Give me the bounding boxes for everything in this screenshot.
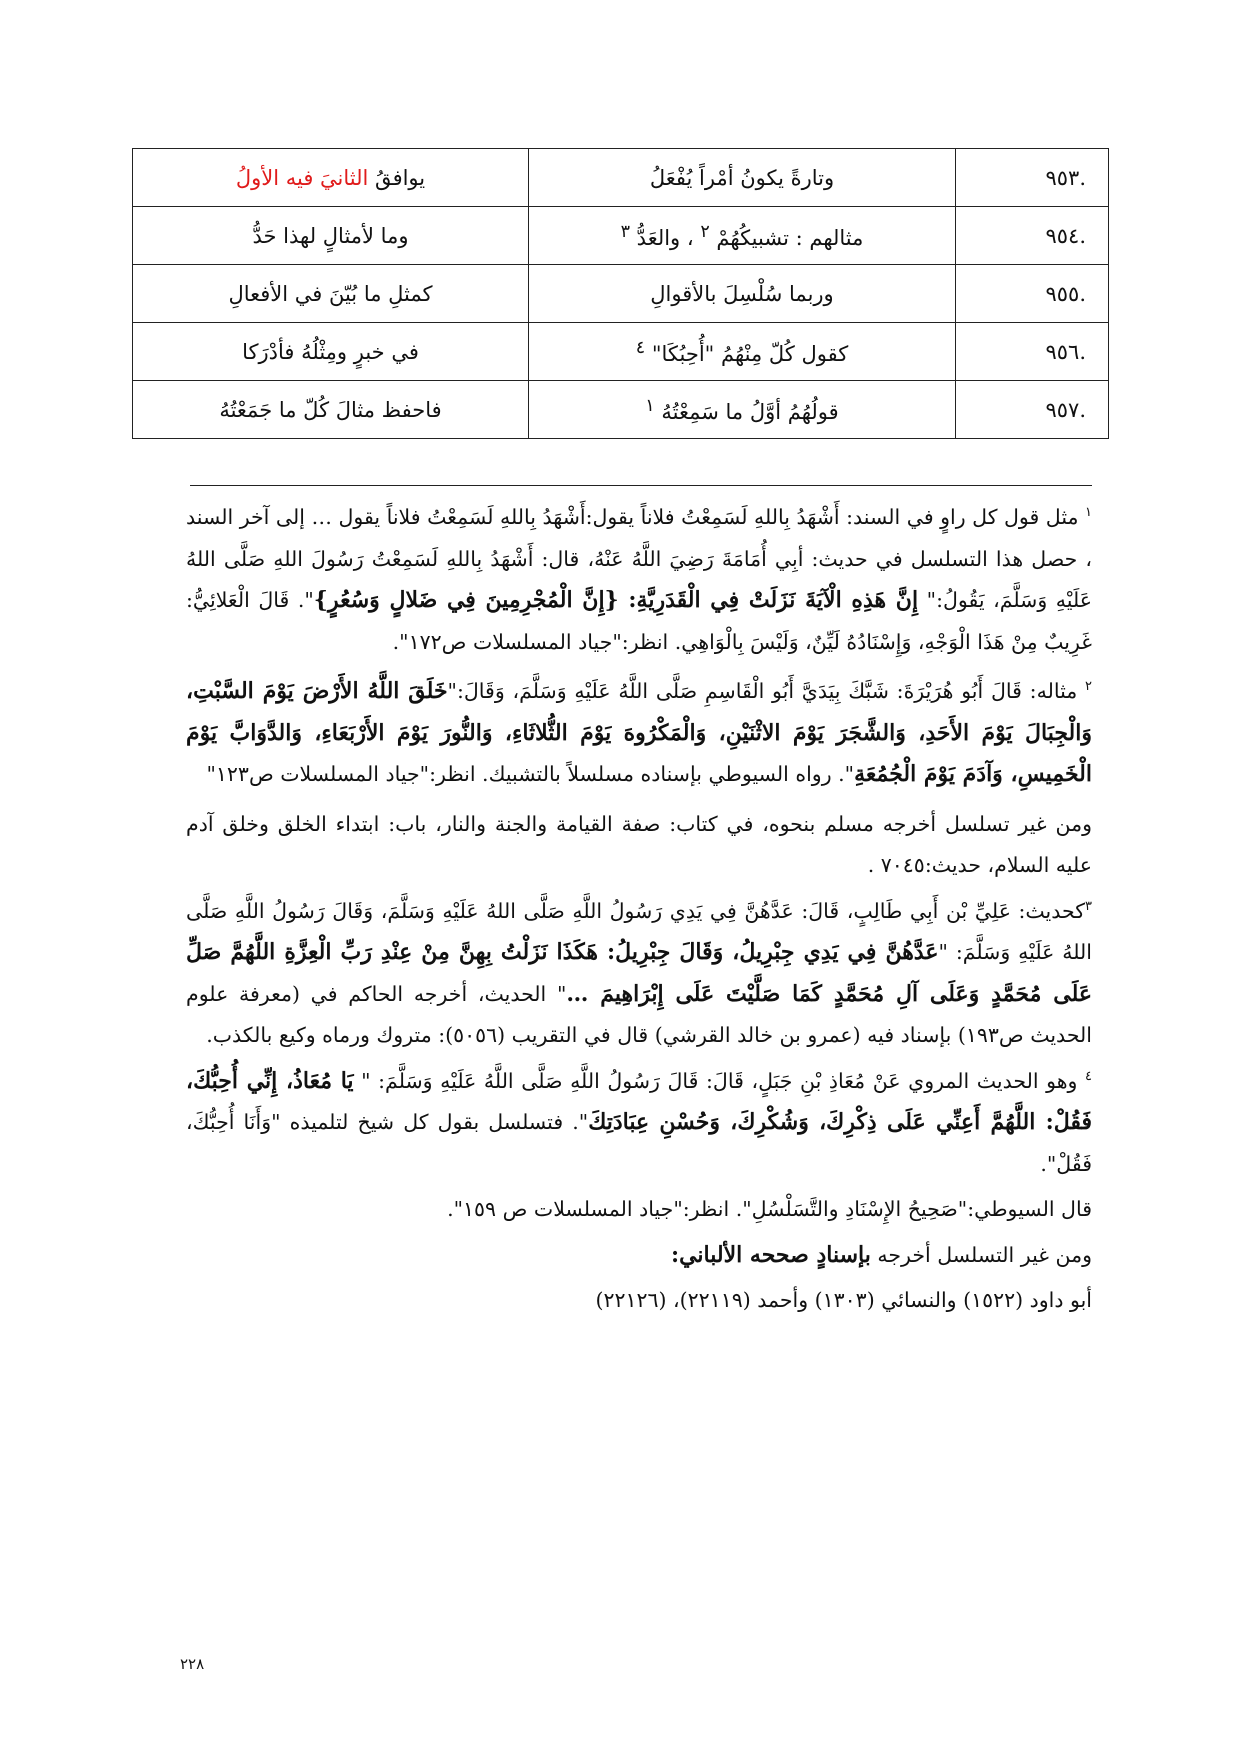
footnote-divider [190,485,1092,486]
footnote-ref[interactable]: ٣ [620,221,630,242]
footnote-text: ". فتسلسل بقول كل شيخ لتلميذه "وَأَنَا أُحِبُّكَ، فَقُلْ". [186,1110,1092,1176]
footnote-text: مثل قول كل راوٍ في السند: أَشْهَدُ بِاللهِ لَسَمِعْتُ فلاناً يقول:أَشْهَدُ بِاللهِ لَسَمِعْتُ فلاناً يقول … إلى آخر السند ، حصل هذا التسلسل في حديث: أبِي أُمَامَةَ رَضِيَ اللَّهُ عَنْهُ، قال: أَشْهَدُ بِاللهِ لَسَمِعْتُ رَسُولَ اللهِ صَلَّى اللهُ عَلَيْهِ وَسَلَّمَ، يَقُولُ:" [186,505,1092,612]
footnote-2-extra: ومن غير تسلسل أخرجه مسلم بنحوه، في كتاب: صفة القيامة والجنة والنار، باب: ابتداء الخلق وخلق آدم عليه السلام، حديث:٧٠٤٥ . [186,811,1092,877]
page-number: ٢٢٨ [180,1655,205,1673]
verse-text: ، والعَدُّ [630,225,701,250]
verse-text: كقول كُلّ مِنْهُمُ "أُحِبُكَا" [645,341,849,366]
verse-row [133,323,1109,381]
footnote-ref[interactable]: ١ [645,395,655,416]
verse-number: .٩٥٥ [956,265,1109,323]
verse-row [133,265,1109,323]
verse-second-hemistich: في خبرٍ ومِثْلُهُ فأدْرَكا [133,323,529,381]
verse-text: مثالهم : تشبيكُهُمْ [709,225,864,250]
verse-highlight: الثانيَ فيه الأولُ [235,165,369,190]
verse-text: قولُهُمُ أوَّلُ ما سَمِعْتُهُ [654,399,839,424]
verse-text: وتارةً يكونُ أمْراً يُفْعَلُ [649,165,835,190]
verse-row [133,207,1109,265]
verse-number: .٩٥٧ [956,381,1109,439]
footnote-3 [186,891,1092,1057]
footnote-text: ومن غير التسلسل أخرجه [870,1242,1092,1267]
hadith-text: يَا مُعَاذُ، إِنِّي أُحِبُّكَ، فَقُلْ: اللَّهُمَّ أَعِنِّي عَلَى ذِكْرِكَ، وَشُكْرِكَ، وَحُسْنِ عِبَادَتِكَ [186,1067,1092,1135]
footnote-ref[interactable]: ٢ [700,221,710,242]
verse-second-hemistich [133,149,529,207]
verse-row [133,381,1109,439]
verse-first-hemistich [529,207,956,265]
footnote-ref[interactable]: ٤ [635,337,646,358]
footnote-mark: ٢ [1085,679,1092,695]
footnote-mark: ١ [1085,505,1092,521]
footnote-text: ". قَالَ الْعَلائِيُّ: غَرِيبٌ مِنْ هَذَا الْوَجْهِ، وَإِسْنَادُهُ لَيِّنٌ، وَلَيْسَ بِالْوَاهِي. انظر:"جياد المسلسلات ص١٧٢". [186,588,1092,654]
footnote-text: كحديث: عَلِيِّ بْن أَبِي طَالِبٍ، قَالَ: عَدَّهُنَّ فِي يَدِي رَسُولُ اللَّهِ صَلَّى اللهُ عَلَيْهِ وَسَلَّمَ، وَقَالَ رَسُولُ اللَّهِ صَلَّى اللهُ عَلَيْهِ وَسَلَّمَ: " [186,898,1092,964]
footnote-mark: ٣ [1085,898,1092,914]
verse-first-hemistich [529,381,956,439]
verse-number: .٩٥٣ [956,149,1109,207]
footnote-text: " الحديث، أخرجه الحاكم في (معرفة علوم الحديث ص١٩٣) بإسناد فيه (عمرو بن خالد القرشي) قال في التقريب (٥٠٥٦): متروك ورماه وكيع بالكذب. [186,981,1092,1047]
verse-first-hemistich [529,323,956,381]
verse-first-hemistich [529,149,956,207]
verse-number: .٩٥٦ [956,323,1109,381]
footnotes [186,497,1092,1326]
footnote-mark: ٤ [1085,1068,1092,1084]
footnote-1 [186,497,1092,663]
verse-table [132,148,1109,439]
verse-second-hemistich: كمثلِ ما بُيّنَ في الأفعالِ [133,265,529,323]
footnote-text: مثاله: قَالَ أَبُو هُرَيْرَةَ: شَبَّكَ بِيَدَيَّ أَبُو الْقَاسِمِ صَلَّى اللَّهُ عَلَيْهِ وَسَلَّمَ، وَقَالَ:" [447,679,1086,703]
verse-second-hemistich: فاحفظ مثالَ كُلّ ما جَمَعْتُهُ [133,381,529,439]
verse-text: يوافقُ [368,165,426,190]
footnote-4-line-b [186,1235,1092,1277]
footnote-text: ". رواه السيوطي بإسناده مسلسلاً بالتشبيك. انظر:"جياد المسلسلات ص١٢٣" [206,762,855,786]
bold-text: بإسنادٍ صححه الألباني: [670,1241,871,1268]
verse-first-hemistich: وربما سُلْسِلَ بالأقوالِ [529,265,956,323]
verse-second-hemistich: وما لأمثالٍ لهذا حَدُّ [133,207,529,265]
footnote-4 [186,1061,1092,1186]
footnote-4-line-a: قال السيوطي:"صَحِيحُ الإِسْنَادِ والتَّسَلْسُلِ". انظر:"جياد المسلسلات ص ١٥٩". [447,1197,1092,1221]
verse-number: .٩٥٤ [956,207,1109,265]
footnote-4-line-c: أبو داود (١٥٢٢) والنسائي (١٣٠٣) وأحمد (٢٢١١٩)، (٢٢١٢٦) [595,1288,1092,1312]
hadith-text: إِنَّ هَذِهِ الْآيَةَ نَزَلَتْ فِي الْقَدَرِيَّةِ: {إِنَّ الْمُجْرِمِينَ فِي ضَلالٍ وَسُعُرٍ} [313,587,919,613]
hadith-text: عَدَّهُنَّ فِي يَدِي جِبْرِيلُ، وَقَالَ جِبْرِيلُ: هَكَذَا نَزَلْتُ بِهِنَّ مِنْ عِنْدِ رَبِّ الْعِزَّةِ اللَّهُمَّ صَلِّ عَلَى مُحَمَّدٍ وَعَلَى آلِ مُحَمَّدٍ كَمَا صَلَّيْتَ عَلَى إِبْرَاهِيمَ … [186,939,1092,1007]
hadith-text: خَلَقَ اللَّهُ الأَرْضَ يَوْمَ السَّبْتِ، وَالْجِبَالَ يَوْمَ الأَحَدِ، وَالشَّجَرَ يَوْمَ الاثْنَيْنِ، وَالْمَكْرُوهَ يَوْمَ الثُّلاثَاءِ، وَالنُّورَ يَوْمَ الأَرْبَعَاءِ، وَالدَّوَابَّ يَوْمَ الْخَمِيسِ، وَآدَمَ يَوْمَ الْجُمُعَةِ [186,678,1092,787]
verse-row [133,149,1109,207]
footnote-text: وهو الحديث المروي عَنْ مُعَاذِ بْنِ جَبَلٍ، قَالَ: قَالَ رَسُولُ اللَّهِ صَلَّى اللَّهُ عَلَيْهِ وَسَلَّمَ: " [353,1068,1086,1093]
footnote-2 [186,671,1092,796]
